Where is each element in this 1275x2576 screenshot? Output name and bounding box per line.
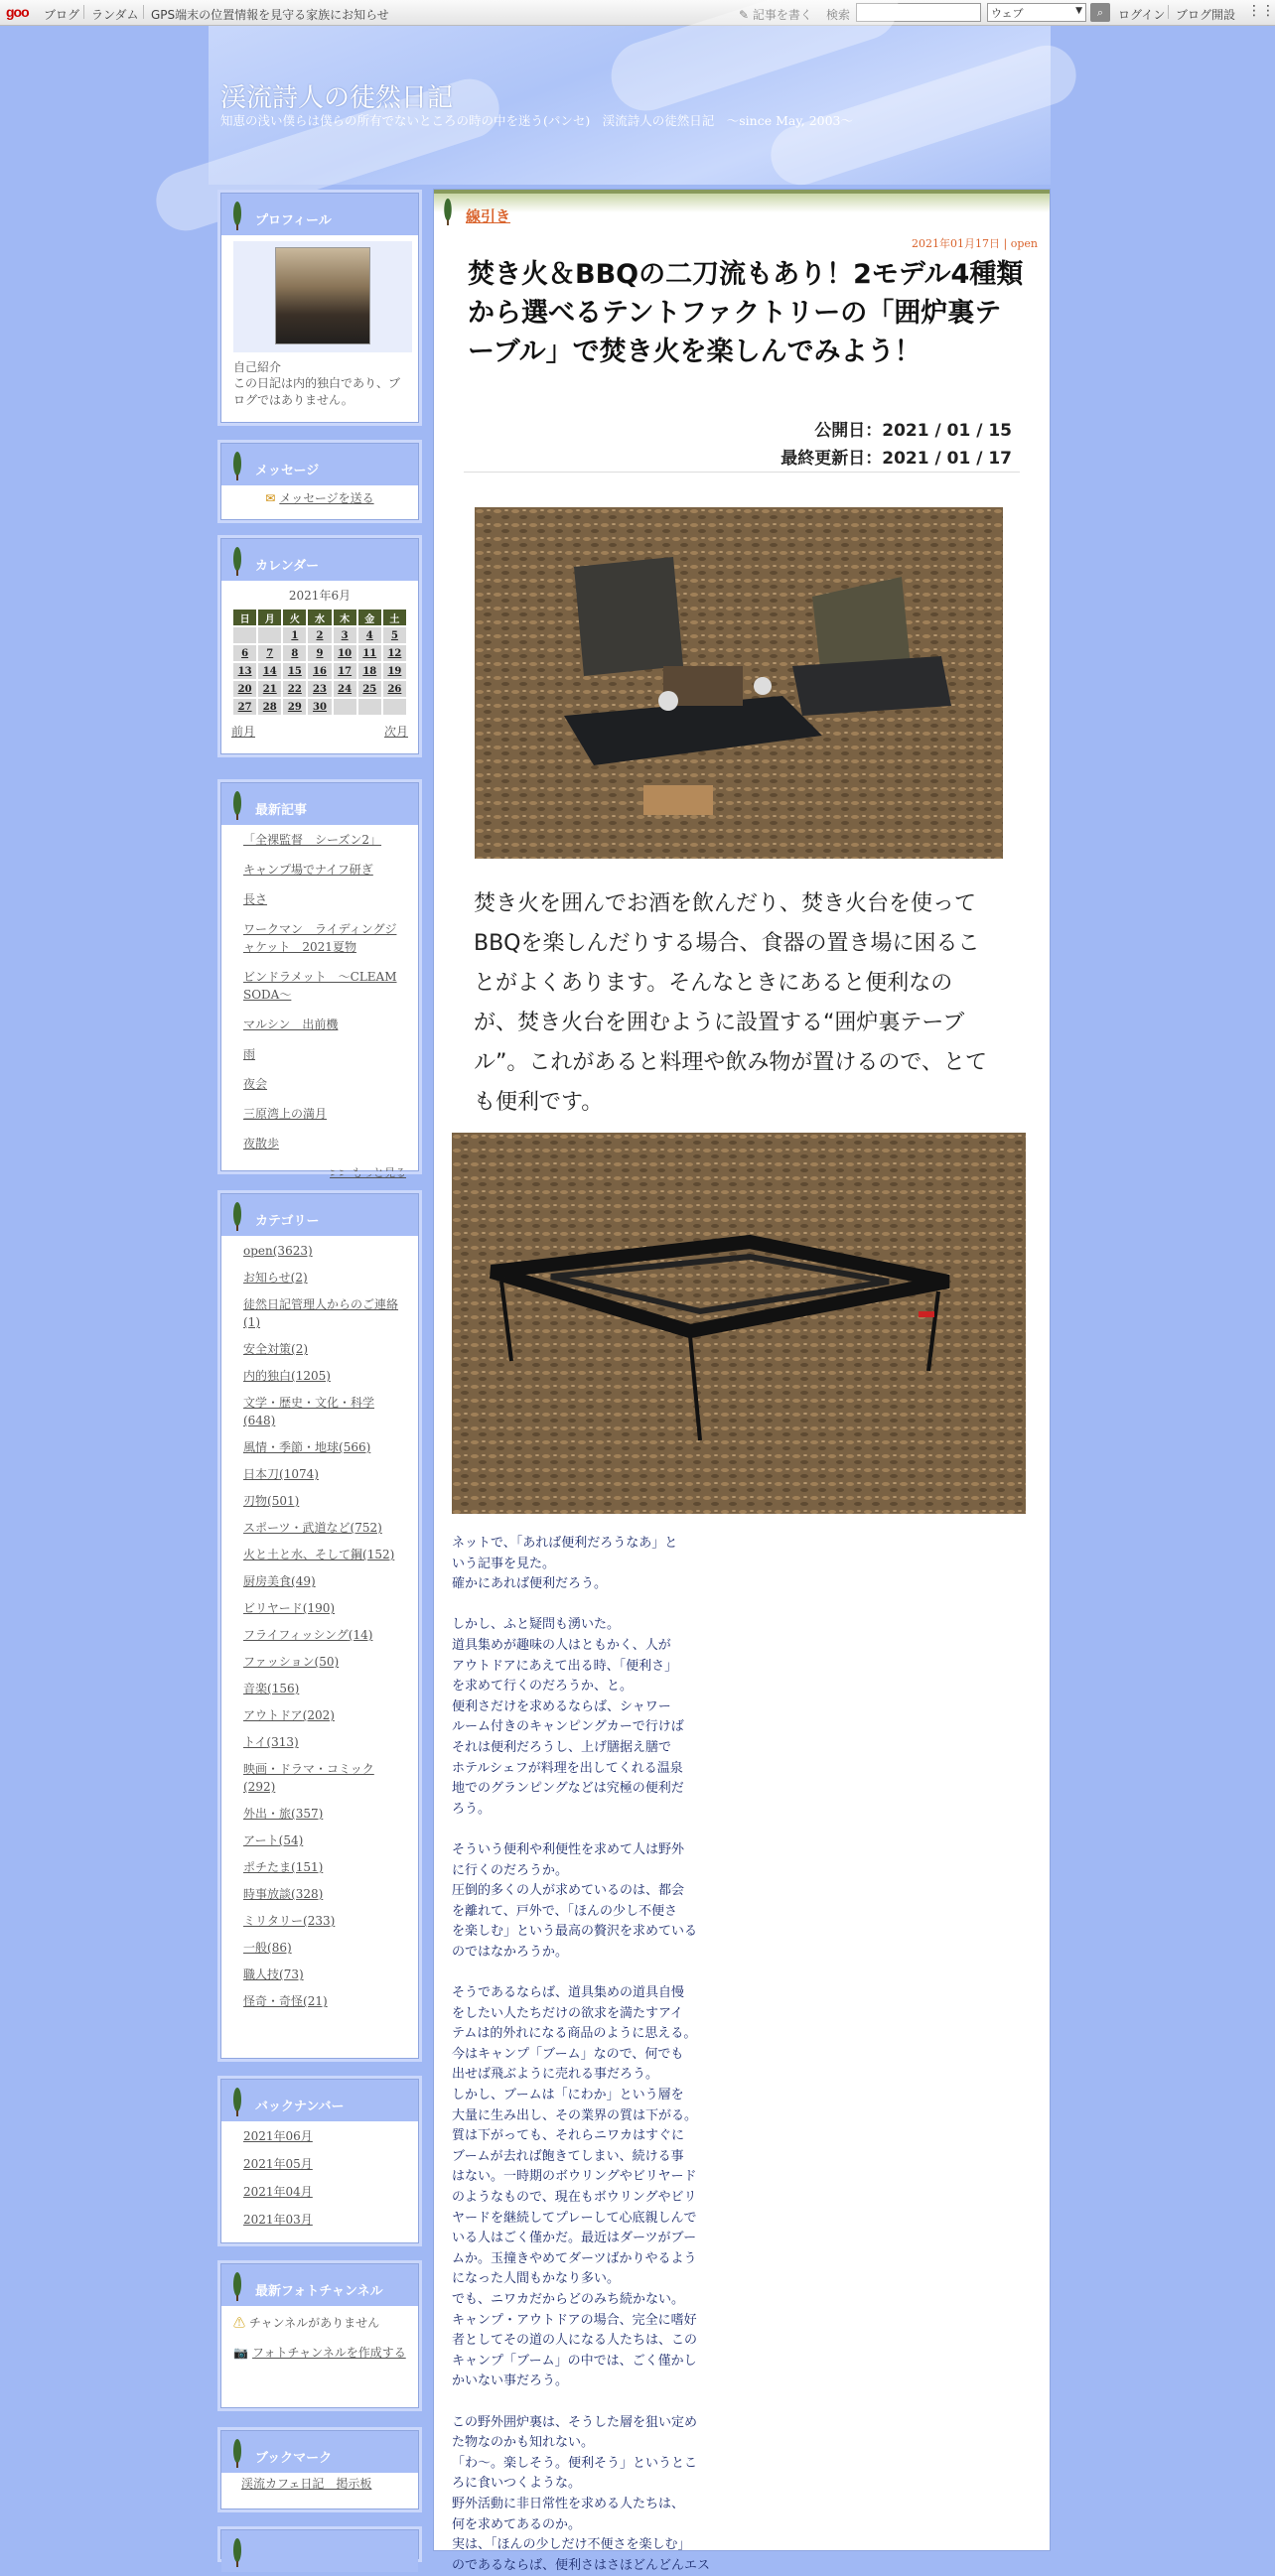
calendar-day[interactable]: 25 (358, 681, 381, 697)
category-link[interactable] (243, 1572, 406, 1590)
calendar-day[interactable]: 3 (334, 627, 356, 643)
category-count: (313) (266, 1735, 299, 1749)
tree-icon (231, 451, 243, 480)
weekday: 水 (308, 610, 331, 625)
category-link[interactable] (243, 1599, 406, 1617)
category-count: (73) (279, 1967, 304, 1981)
category-count: (1) (243, 1315, 260, 1329)
recent-post-link[interactable]: マルシン 出前機 (243, 1017, 339, 1031)
category-link[interactable] (243, 1546, 406, 1563)
calendar-day[interactable]: 26 (383, 681, 406, 697)
category-name: 安全対策 (243, 1342, 292, 1356)
category-name: 文学・歴史・文化・科学 (243, 1396, 375, 1410)
category-name: スポーツ・武道など (243, 1521, 351, 1535)
category-count: (357) (291, 1807, 324, 1821)
category-count: (328) (291, 1887, 324, 1901)
calendar-day (334, 699, 356, 715)
profile-box (220, 193, 419, 423)
category-link[interactable] (243, 1966, 406, 1983)
box-title: バックナンバー (255, 2100, 345, 2114)
category-count: (14) (348, 1628, 373, 1642)
category-name: ビリヤード (243, 1601, 303, 1615)
search-label: 検索 (826, 8, 851, 22)
category-link[interactable] (243, 1680, 406, 1697)
published-date: 公開日：2021 / 01 / 15 (814, 421, 1012, 441)
category-link[interactable] (243, 1340, 406, 1358)
box-title: 最新記事 (255, 803, 308, 818)
category-name: open (243, 1244, 273, 1258)
calendar-day (258, 627, 281, 643)
goo-logo[interactable]: goo (6, 4, 29, 20)
category-count: (190) (302, 1601, 336, 1615)
calendar-day[interactable]: 22 (283, 681, 306, 697)
divider (464, 472, 1020, 473)
category-link[interactable] (243, 1912, 406, 1930)
recent-post-link[interactable]: ビンドラメット ～CLEAM SODA～ (243, 970, 397, 1002)
backnumber-box (220, 2079, 419, 2243)
tree-icon (231, 546, 243, 576)
category-link[interactable] (243, 1269, 406, 1287)
calendar-day[interactable]: 6 (233, 645, 256, 661)
updated-date: 最終更新日：2021 / 01 / 17 (780, 449, 1012, 469)
category-link[interactable] (243, 1706, 406, 1724)
backnumber-link[interactable]: 2021年06月 (243, 2129, 313, 2143)
envelope-icon: ✉ (265, 491, 276, 505)
backnumber-link[interactable]: 2021年04月 (243, 2185, 313, 2199)
category-name: お知らせ (243, 1271, 291, 1285)
weekday: 月 (258, 610, 281, 625)
category-count: (50) (314, 1655, 340, 1669)
post-meta: 2021年01月17日 | open (912, 237, 1038, 250)
post-title: 焚き火＆BBQの二刀流もあり！2モデル4種類から選べるテントファクトリーの「囲炉裏テーブル」で焚き火を楽しんでみよう！ (468, 259, 1024, 367)
category-name: 日本刀 (243, 1467, 280, 1481)
recent-post-link[interactable]: 長さ (243, 892, 268, 906)
category-link[interactable] (243, 1465, 406, 1483)
category-link[interactable] (243, 1367, 406, 1385)
category-link[interactable] (243, 1519, 406, 1537)
category-name: 内的独白 (243, 1369, 292, 1383)
backnumber-link[interactable]: 2021年03月 (243, 2213, 313, 2227)
category-count: (233) (303, 1914, 336, 1928)
calendar-day[interactable]: 17 (334, 663, 356, 679)
calendar-box (220, 538, 419, 754)
calendar-day[interactable]: 18 (358, 663, 381, 679)
category-count: (151) (291, 1860, 324, 1874)
category-count: (2) (290, 1271, 308, 1285)
category-count: (1205) (291, 1369, 331, 1383)
calendar-day[interactable]: 16 (308, 663, 331, 679)
calendar-day (358, 699, 381, 715)
weekday: 金 (358, 610, 381, 625)
weekday: 木 (334, 610, 356, 625)
calendar-day[interactable]: 15 (283, 663, 306, 679)
blog-title[interactable]: 渓流詩人の徒然日記 (220, 83, 454, 113)
divider (143, 5, 144, 19)
campfire-table-photo (475, 507, 1003, 859)
more-link[interactable]: >> もっと見る (330, 1166, 406, 1179)
category-link[interactable] (243, 1831, 406, 1849)
sidebar-box-next (220, 2529, 419, 2559)
tree-icon (442, 198, 454, 225)
post-date-link[interactable]: 2021年01月17日 (912, 237, 1001, 250)
category-name: フライフィッシング (243, 1628, 349, 1642)
calendar-day[interactable]: 11 (358, 645, 381, 661)
category-count: (1074) (279, 1467, 319, 1481)
top-bar (0, 0, 1275, 26)
tree-icon (231, 201, 243, 230)
category-count: (292) (243, 1780, 276, 1794)
category-count: (54) (278, 1833, 304, 1847)
category-name: 職人技 (243, 1967, 280, 1981)
category-name: アウトドア (243, 1708, 303, 1722)
calendar-day (233, 627, 256, 643)
recent-post-link[interactable]: 三原湾上の満月 (243, 1107, 328, 1121)
weekday: 火 (283, 610, 306, 625)
recent-posts-box (220, 782, 419, 1179)
write-article-label: 記事を書く (752, 8, 812, 22)
warning-icon: ⚠ (233, 2316, 246, 2330)
calendar-day[interactable]: 1 (283, 627, 306, 643)
category-link[interactable] (243, 1242, 406, 1260)
calendar-day[interactable]: 23 (308, 681, 331, 697)
tree-icon (231, 2438, 243, 2468)
calendar-day[interactable]: 19 (383, 663, 406, 679)
recent-post-link[interactable]: 「全裸監督 シーズン2」 (243, 833, 382, 847)
calendar-month: 2021年6月 (288, 589, 352, 603)
category-count: (49) (291, 1574, 316, 1588)
topbar-link-gps[interactable]: GPS端末の位置情報を見守る家族にお知らせ (151, 8, 389, 22)
category-link[interactable] (243, 1992, 406, 2010)
topbar-link-blog[interactable]: ブログ (44, 8, 80, 22)
calendar-table (231, 608, 408, 717)
category-name: 一般 (243, 1941, 268, 1955)
table-photo (452, 1133, 1026, 1514)
calendar-day[interactable]: 13 (233, 663, 256, 679)
post-body: ネットで、「あれば便利だろうなあ」と いう記事を見た。 確かにあれば便利だろう。 しかし、ふと疑問も湧いた。 道具集めが趣味の人はともかく、人が アウトドアにあえて出る時、「便利さ」 を求めて行くのだろうか、と。 便利さだけを求めるならば、シャワー ルーム付きのキャンピングカーで行けば それは便利だろうし、上げ膳据え膳で ホテルシェフが料理を出してくれる温泉 地でのグランピングなどは究極の便利だ ろう。 そういう便利や利便性を求めて人は野外 に行くのだろうか。 圧倒的多くの人が求めているのは、都会 を離れて、戸外で、「ほんの少し不便さ を楽しむ」という最高の贅沢を求めている のではなかろうか。 そうであるならば、道具集めの道具自慢 をしたい人たちだけの欲求を満たすアイ テムは的外れになる商品のように思える。 今はキャンプ「ブーム」なので、何でも 出せば飛ぶように売れる事だろう。 しかし、ブームは「にわか」という層を 大量に生み出し、その業界の質は下がる。 質は下がっても、それらニワカはすぐに ブームが去れば飽きてしまい、続ける事 はない。一時期のボウリングやビリヤード のようなもので、現在もボウリングやビリ ヤードを継続してプレーして心底親しんで いる人はごく僅かだ。最近はダーツがブー ムか。玉撞きやめてダーツばかりやるよう になった人間もかなり多い。 でも、ニワカだからどのみち続かない。 キャンプ・アウトドアの場合、完全に嗜好 者としてその道の人になる人たちは、この キャンプ「ブーム」の中では、ごく僅かし かいない事だろう。 この野外囲炉裏は、そうした層を狙い定め た物なのかも知れない。 「わ〜。楽しそう。便利そう」というとこ ろに食いつくような。 野外活動に非日常性を求める人たちは、 何を求めてあるのか。 実は、「ほんの少しだけ不便さを楽しむ」 のであるならば、便利さはさほどんどんエス (452, 1536, 711, 2573)
search-icon: ⌕ (1096, 6, 1104, 19)
next-month-link[interactable]: 次月 (383, 725, 408, 739)
photo-illustration (475, 507, 1003, 859)
category-count: (3623) (272, 1244, 313, 1258)
recent-post-link[interactable]: 雨 (243, 1047, 256, 1061)
category-count: (202) (302, 1708, 335, 1722)
calendar-day[interactable]: 2 (308, 627, 331, 643)
tree-icon (231, 790, 243, 820)
profile-photo[interactable] (233, 241, 412, 352)
profile-intro-label: 自己紹介 (233, 360, 282, 374)
main-content (433, 189, 1051, 2573)
category-name: アート (243, 1833, 279, 1847)
category-name: ポチたま (243, 1860, 292, 1874)
category-link[interactable] (243, 1653, 406, 1671)
category-name: ファッション (243, 1655, 315, 1669)
category-link[interactable] (243, 1394, 406, 1429)
photo-illustration (452, 1133, 1026, 1514)
tree-icon (231, 2271, 243, 2301)
category-name: 外出・旅 (243, 1807, 292, 1821)
tree-icon (231, 2087, 243, 2116)
backnumber-link[interactable]: 2021年05月 (243, 2157, 313, 2171)
calendar-day[interactable]: 24 (334, 681, 356, 697)
category-name: 風情・季節・地球 (243, 1440, 340, 1454)
login-link[interactable]: ログイン (1118, 8, 1166, 22)
category-box (220, 1193, 419, 2059)
open-blog-link[interactable]: ブログ開設 (1176, 8, 1236, 22)
calendar-day[interactable]: 20 (233, 681, 256, 697)
search-scope-select[interactable] (987, 3, 1086, 22)
calendar-day[interactable]: 8 (283, 645, 306, 661)
profile-text: この日記は内的独白であり、ブログではありません。 (233, 376, 401, 407)
post-category-link[interactable]: 線引き (466, 207, 511, 225)
category-link[interactable] (243, 1885, 406, 1903)
box-title: メッセージ (255, 464, 320, 478)
category-count: (752) (350, 1521, 382, 1535)
pencil-icon: ✎ (739, 8, 750, 22)
recent-post-link[interactable]: キャンプ場でナイフ研ぎ (243, 863, 373, 877)
calendar-day[interactable]: 28 (258, 699, 281, 715)
search-button[interactable] (1090, 3, 1110, 22)
blog-description: 知恵の浅い僕らは僕らの所有でないところの時の中を迷う(パンセ) 渓流詩人の徒然日記 ～since May, 2003～ (220, 113, 854, 128)
category-count: (152) (362, 1548, 395, 1561)
tree-icon (231, 1201, 243, 1231)
box-title: ブックマーク (255, 2451, 333, 2466)
category-count: (21) (303, 1994, 328, 2008)
lead-paragraph: 焚き火を囲んでお酒を飲んだり、焚き火台を使ってBBQを楽しんだりする場合、食器の置き場に困ることがよくあります。そんなときにあると便利なのが、焚き火台を囲むように設置する“囲炉裏テーブル”。これがあると料理や飲み物が置けるので、とても便利です。 (474, 891, 987, 1115)
recent-post-link[interactable]: 夜散歩 (243, 1137, 280, 1151)
blog-header (209, 26, 1051, 185)
category-name: 映画・ドラマ・コミック (243, 1762, 374, 1776)
category-bar (434, 190, 1050, 225)
calendar-day[interactable]: 29 (283, 699, 306, 715)
prev-month-link[interactable]: 前月 (231, 725, 256, 739)
category-name: 火と土と水、そして鋼 (243, 1548, 363, 1561)
category-link[interactable] (243, 1858, 406, 1876)
box-title: カテゴリー (255, 1214, 320, 1229)
category-name: 厨房美食 (243, 1574, 292, 1588)
category-link[interactable] (243, 1626, 406, 1644)
bookmark-box (220, 2430, 419, 2509)
category-name: 怪奇・奇怪 (243, 1994, 304, 2008)
category-count: (2) (291, 1342, 309, 1356)
search-scope-value: ウェブ (991, 7, 1024, 20)
category-count: (501) (267, 1494, 300, 1508)
calendar-day[interactable]: 12 (383, 645, 406, 661)
chevron-down-icon: ▼ (1075, 6, 1082, 16)
create-photo-channel-link[interactable]: フォトチャンネルを作成する (252, 2346, 406, 2360)
bookmark-link[interactable]: 渓流カフェ日記 掲示板 (241, 2477, 372, 2491)
calendar-day[interactable]: 9 (308, 645, 331, 661)
calendar-day[interactable]: 14 (258, 663, 281, 679)
divider (1168, 5, 1169, 19)
post-category-open-link[interactable]: open (1010, 237, 1038, 250)
category-link[interactable] (243, 1492, 406, 1510)
category-name: ミリタリー (243, 1914, 304, 1928)
weekday: 日 (233, 610, 256, 625)
calendar-day[interactable]: 30 (308, 699, 331, 715)
calendar-day[interactable]: 7 (258, 645, 281, 661)
category-name: 徒然日記管理人からのご連絡 (243, 1297, 399, 1311)
calendar-day[interactable]: 5 (383, 627, 406, 643)
tree-icon (231, 2537, 243, 2567)
category-link[interactable] (243, 1939, 406, 1957)
category-link[interactable] (243, 1295, 406, 1331)
calendar-day[interactable]: 27 (233, 699, 256, 715)
box-title: 最新フォトチャンネル (255, 2284, 383, 2299)
category-count: (156) (267, 1682, 300, 1695)
category-name: トイ (243, 1735, 267, 1749)
divider (83, 5, 84, 19)
message-box (220, 443, 419, 520)
recent-post-link[interactable]: ワークマン ライディングジャケット 2021夏物 (243, 922, 397, 954)
grid-menu-icon[interactable]: ⋮⋮ (1247, 3, 1275, 19)
calendar-day[interactable]: 4 (358, 627, 381, 643)
photo-channel-box (220, 2263, 419, 2408)
category-count: (648) (243, 1414, 276, 1427)
topbar-link-random[interactable]: ランダム (91, 8, 139, 22)
calendar-day (383, 699, 406, 715)
camera-icon: 📷 (233, 2346, 249, 2360)
recent-post-link[interactable]: 夜会 (243, 1077, 268, 1091)
category-name: 刃物 (243, 1494, 268, 1508)
category-link[interactable] (243, 1760, 406, 1796)
category-link[interactable] (243, 1733, 406, 1751)
category-name: 時事放談 (243, 1887, 292, 1901)
category-count: (566) (339, 1440, 371, 1454)
send-message-link[interactable]: メッセージを送る (279, 491, 374, 505)
no-channel-text: チャンネルがありません (248, 2316, 380, 2330)
calendar-day[interactable]: 21 (258, 681, 281, 697)
category-link[interactable] (243, 1805, 406, 1823)
weekday: 土 (383, 610, 406, 625)
box-title: プロフィール (255, 213, 332, 228)
calendar-day[interactable]: 10 (334, 645, 356, 661)
category-link[interactable] (243, 1438, 406, 1456)
category-count: (86) (267, 1941, 292, 1955)
avatar (275, 247, 370, 344)
box-title: カレンダー (255, 559, 320, 574)
category-name: 音楽 (243, 1682, 268, 1695)
